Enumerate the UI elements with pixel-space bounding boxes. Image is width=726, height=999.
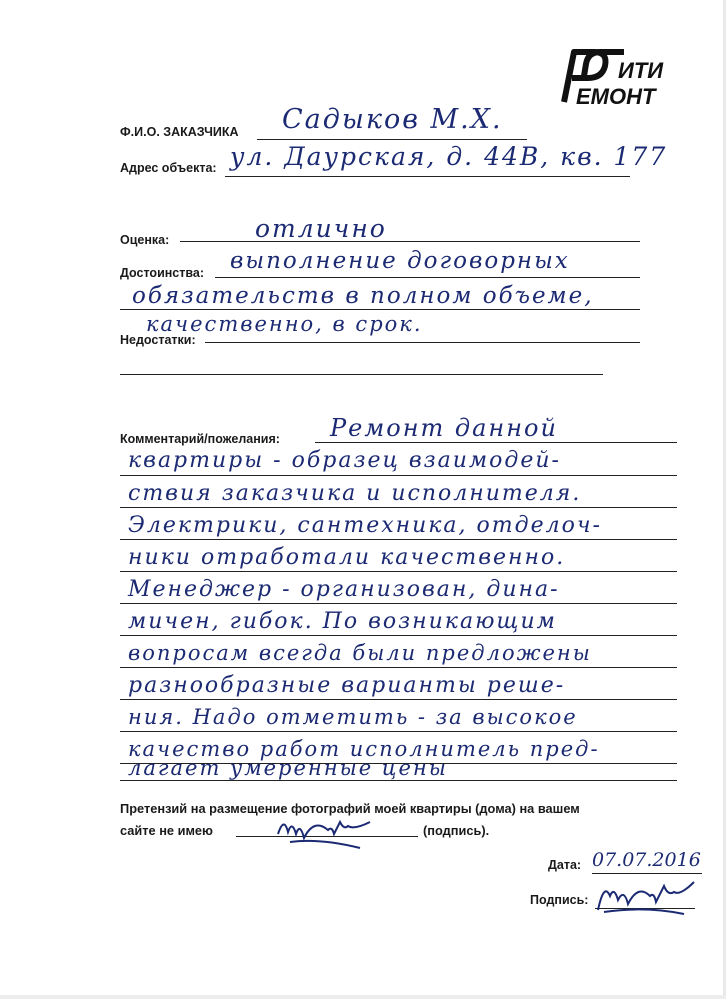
comments-text-1: квартиры - образец взаимодей- xyxy=(128,448,561,473)
pros-line-1 xyxy=(215,277,640,278)
rating-label: Оценка: xyxy=(120,233,170,247)
date-value: 07.07.2016 xyxy=(592,849,701,871)
pros-label: Достоинства: xyxy=(120,266,205,280)
consent-suffix: (подпись). xyxy=(423,823,490,838)
comments-line-3 xyxy=(120,539,677,540)
consent-signature-image xyxy=(270,808,380,856)
address-label: Адрес объекта: xyxy=(120,161,217,175)
comments-text-6: мичен, гибок. По возникающим xyxy=(128,609,557,634)
comments-line-8 xyxy=(120,699,677,700)
comments-line-9 xyxy=(120,731,677,732)
comments-label: Комментарий/пожелания: xyxy=(120,432,280,446)
logo-bottom-text: ЕМОНТ xyxy=(576,84,656,109)
comments-text-11: лагает умеренные цены xyxy=(128,756,448,780)
comments-text-0: Ремонт данной xyxy=(330,414,558,442)
comments-line-0 xyxy=(315,442,677,443)
customer-value: Садыков М.Х. xyxy=(282,104,503,135)
customer-label: Ф.И.О. ЗАКАЗЧИКА xyxy=(120,125,239,139)
pros-line-2 xyxy=(120,309,640,310)
comments-line-4 xyxy=(120,571,677,572)
cons-line-2 xyxy=(120,374,603,375)
comments-text-10: качество работ исполнитель пред- xyxy=(128,737,600,761)
consent-prefix: сайте не имею xyxy=(120,823,213,838)
signature-image xyxy=(594,876,699,920)
comments-text-3: Электрики, сантехника, отделоч- xyxy=(128,513,602,538)
comments-line-7 xyxy=(120,667,677,668)
comments-text-2: ствия заказчика и исполнителя. xyxy=(128,481,582,506)
comments-text-8: разнообразные варианты реше- xyxy=(128,673,566,698)
customer-line xyxy=(257,139,527,140)
comments-line-5 xyxy=(120,603,677,604)
signature-label: Подпись: xyxy=(530,893,589,907)
logo-top-text: ИТИ xyxy=(618,58,664,83)
comments-text-4: ники отработали качественно. xyxy=(128,545,566,570)
comments-text-5: Менеджер - организован, дина- xyxy=(128,577,560,602)
comments-line-2 xyxy=(120,507,677,508)
consent-line-1: Претензий на размещение фотографий моей квартиры (дома) на вашем xyxy=(120,801,580,816)
pros-text-1: выполнение договорных xyxy=(230,248,570,274)
pros-text-3: качественно, в срок. xyxy=(146,312,423,336)
rating-value: отлично xyxy=(255,214,387,243)
rating-line xyxy=(180,241,640,242)
cons-label: Недостатки: xyxy=(120,333,196,347)
date-label: Дата: xyxy=(548,858,582,872)
address-value: ул. Даурская, д. 44В, кв. 177 xyxy=(230,142,668,171)
comments-text-7: вопросам всегда были предложены xyxy=(128,641,592,665)
pros-text-2: обязательств в полном объеме, xyxy=(132,283,594,309)
comments-text-9: ния. Надо отметить - за высокое xyxy=(128,705,578,729)
comments-line-1 xyxy=(120,475,677,476)
company-logo xyxy=(550,42,676,110)
comments-line-11 xyxy=(120,780,677,781)
address-line xyxy=(225,176,630,177)
scan-edge-bottom xyxy=(0,995,726,999)
date-line xyxy=(592,873,702,874)
comments-line-6 xyxy=(120,635,677,636)
cons-line-1 xyxy=(205,342,640,343)
